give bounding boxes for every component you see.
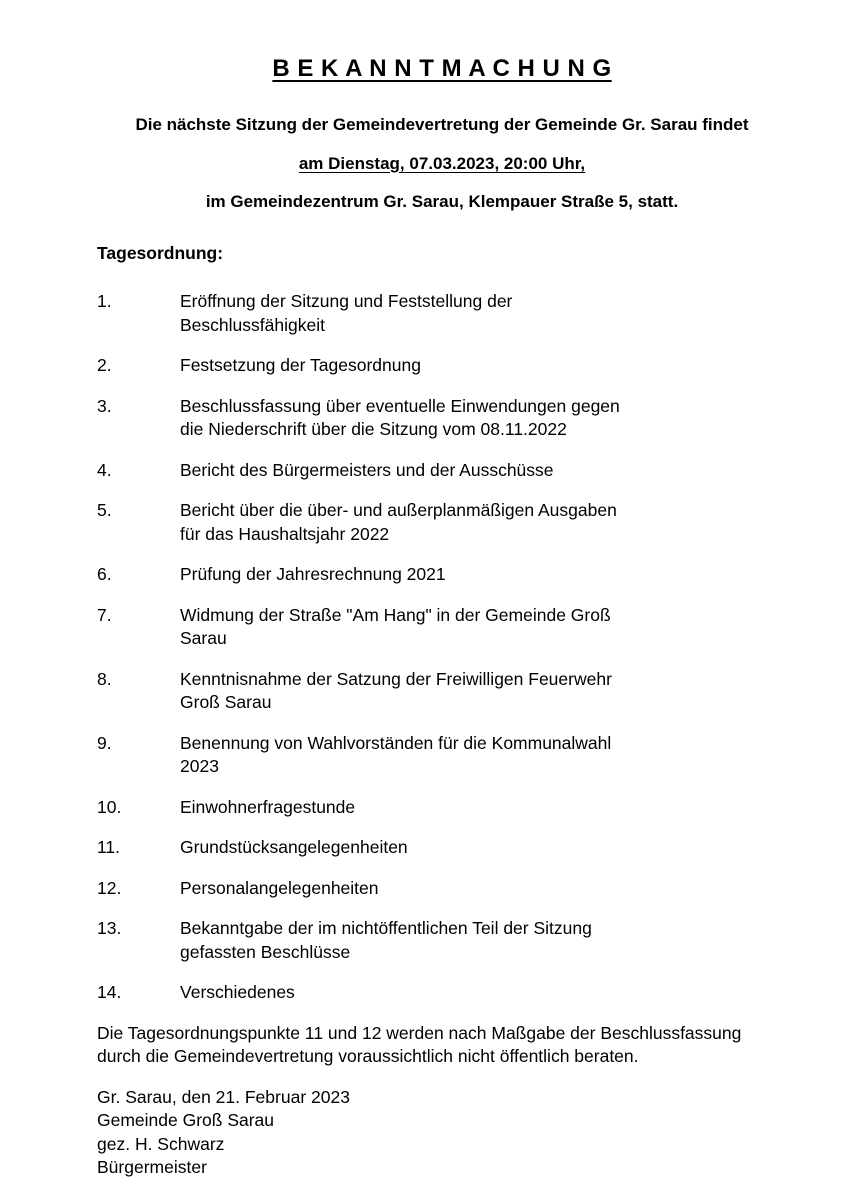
agenda-item-number: 12. <box>97 877 122 898</box>
agenda-item-text: Einwohnerfragestunde <box>180 796 356 817</box>
agenda-item-text: Benennung von Wahlvorständen für die Kommunalwahl 2023 <box>180 732 612 776</box>
agenda-item-text: Personalangelegenheiten <box>180 877 379 898</box>
agenda-item-number: 7. <box>97 604 112 625</box>
agenda-item-text: Beschlussfassung über eventuelle Einwendungen gegen die Niederschrift über die Sitzung vom 08.11.2022 <box>180 395 620 439</box>
agenda-list <box>97 290 787 1005</box>
agenda-item <box>97 796 787 820</box>
intro-line-1: Die nächste Sitzung der Gemeindevertretung der Gemeinde Gr. Sarau findet <box>135 115 749 134</box>
agenda-item <box>97 732 787 779</box>
agenda-item-number: 9. <box>97 732 112 753</box>
agenda-item <box>97 563 787 587</box>
agenda-item <box>97 354 787 378</box>
agenda-heading: Tagesordnung: <box>97 242 224 263</box>
agenda-item-number: 3. <box>97 395 112 416</box>
agenda-item-text: Widmung der Straße "Am Hang" in der Gemeinde Groß Sarau <box>180 604 611 648</box>
document-title: B E K A N N T M A C H U N G <box>272 55 612 82</box>
agenda-item-number: 2. <box>97 355 112 375</box>
agenda-item-number: 1. <box>97 291 112 311</box>
signature-line: gez. H. Schwarz <box>97 1133 225 1154</box>
agenda-item <box>97 917 787 964</box>
agenda-item-text: Eröffnung der Sitzung und Feststellung der Beschlussfähigkeit <box>180 291 513 335</box>
agenda-item-text: Verschiedenes <box>180 982 295 1002</box>
signature-line: Bürgermeister <box>97 1157 207 1177</box>
agenda-item <box>97 459 787 483</box>
note-paragraph: Die Tagesordnungspunkte 11 und 12 werden nach Maßgabe der Beschlussfassung durch die Gemeindevertretung voraussichtlich nicht öffentlich beraten. <box>97 1022 742 1066</box>
agenda-item-text: Bericht des Bürgermeisters und der Ausschüsse <box>180 459 554 480</box>
signature-line: Gemeinde Groß Sarau <box>97 1110 275 1130</box>
agenda-item-text: Prüfung der Jahresrechnung 2021 <box>180 564 446 584</box>
agenda-item <box>97 395 787 442</box>
agenda-item <box>97 290 787 337</box>
signature-block <box>97 1086 787 1180</box>
agenda-item <box>97 668 787 715</box>
intro-line-3-location: im Gemeindezentrum Gr. Sarau, Klempauer Straße 5, statt. <box>205 192 679 211</box>
agenda-item-number: 14. <box>97 982 122 1002</box>
agenda-item-number: 10. <box>97 796 122 817</box>
agenda-item <box>97 499 787 546</box>
agenda-item-number: 4. <box>97 459 112 480</box>
agenda-item-text: Kenntnisnahme der Satzung der Freiwilligen Feuerwehr Groß Sarau <box>180 668 612 712</box>
agenda-item-number: 5. <box>97 500 112 520</box>
agenda-item-number: 6. <box>97 564 112 584</box>
agenda-item-text: Festsetzung der Tagesordnung <box>180 355 421 375</box>
agenda-item-number: 13. <box>97 918 122 938</box>
signature-line: Gr. Sarau, den 21. Februar 2023 <box>97 1086 350 1107</box>
agenda-item <box>97 836 787 860</box>
agenda-item <box>97 981 787 1005</box>
agenda-item <box>97 877 787 901</box>
agenda-item-text: Bericht über die über- und außerplanmäßigen Ausgaben für das Haushaltsjahr 2022 <box>180 500 617 544</box>
agenda-item-text: Bekanntgabe der im nichtöffentlichen Teil der Sitzung gefassten Beschlüsse <box>180 918 592 962</box>
intro-line-2-date-time: am Dienstag, 07.03.2023, 20:00 Uhr, <box>298 153 586 173</box>
agenda-item-number: 11. <box>97 837 121 857</box>
agenda-item-text: Grundstücksangelegenheiten <box>180 837 408 857</box>
agenda-item-number: 8. <box>97 668 112 689</box>
agenda-item <box>97 604 787 651</box>
